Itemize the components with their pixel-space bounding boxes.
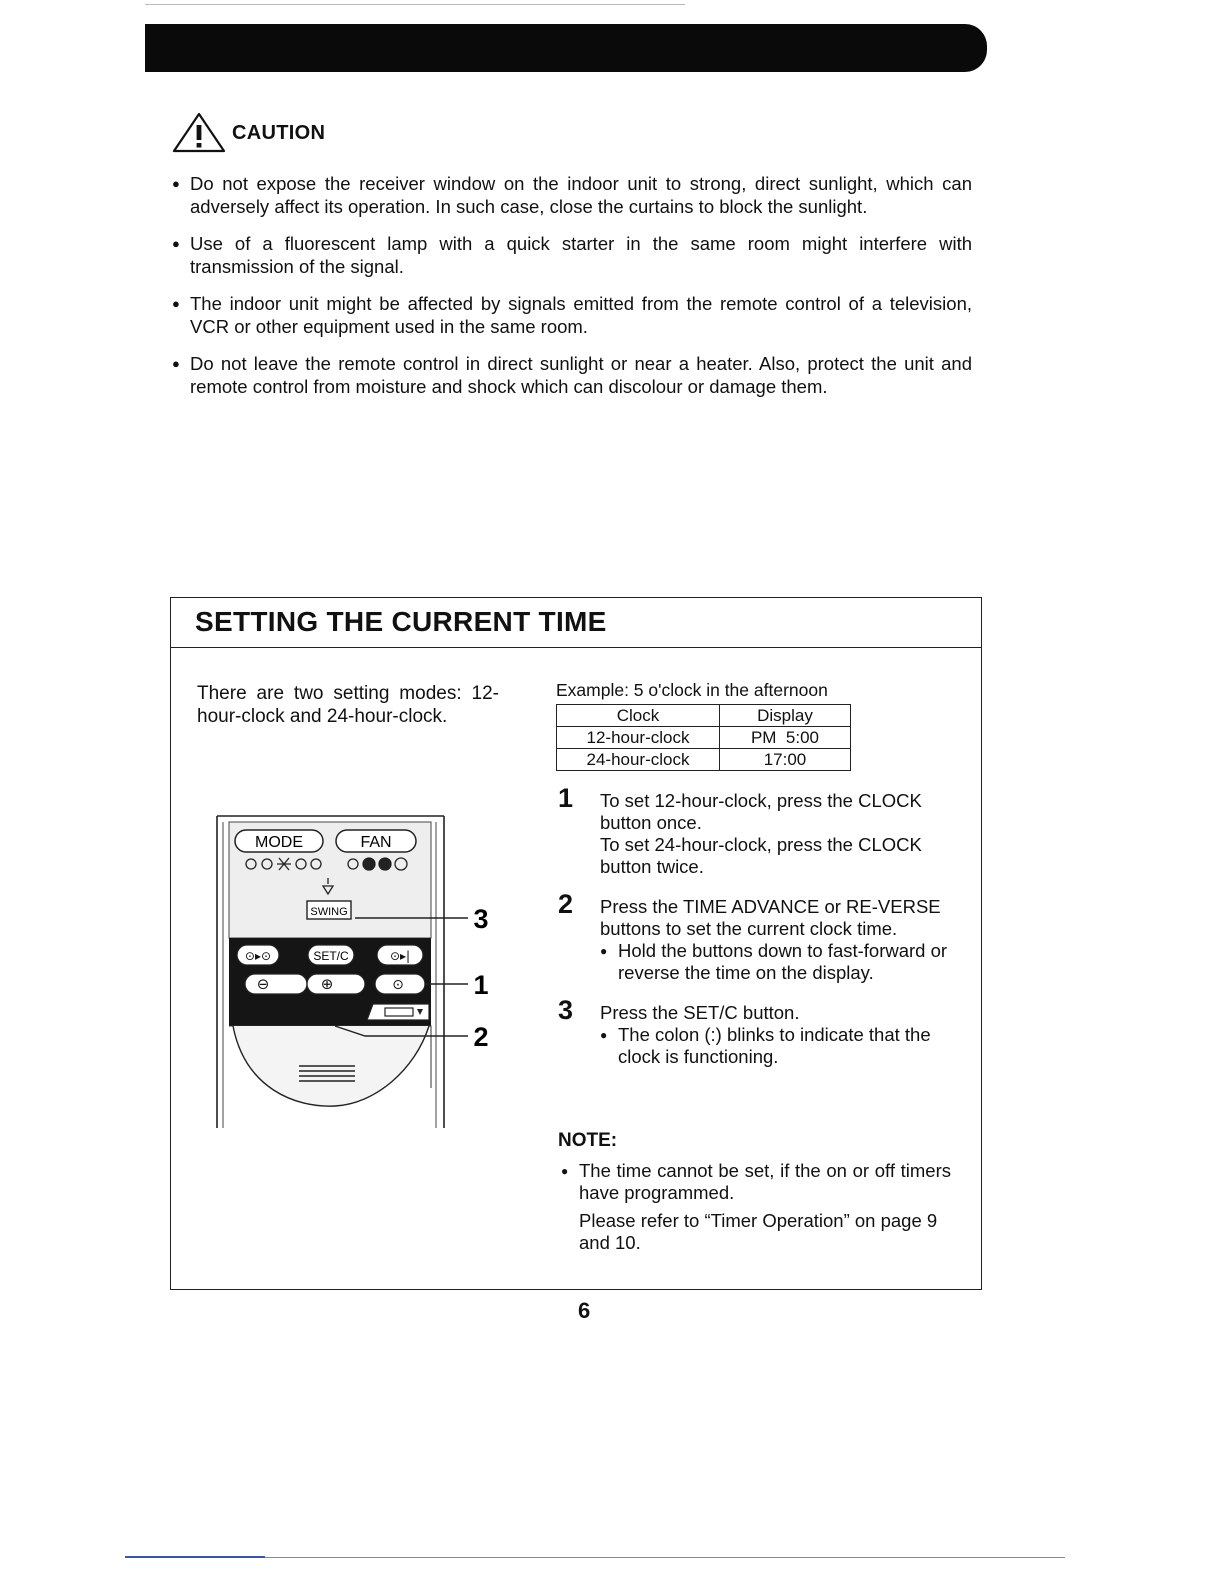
on-timer-button[interactable]: [237, 945, 279, 965]
table-cell: 24-hour-clock: [557, 749, 720, 771]
step-1: [556, 783, 951, 878]
caution-item: ● The indoor unit might be affected by signals emitted from the remote control of a television, VCR or other equipment used in the same room.: [172, 292, 972, 338]
fan-button-label: FAN: [360, 834, 392, 851]
time-reverse-button[interactable]: [245, 974, 307, 994]
set-c-button[interactable]: [308, 945, 354, 965]
off-timer-button[interactable]: [377, 945, 423, 965]
plus-icon: ⊕: [320, 975, 334, 993]
step-subpoint: ● The colon (:) blinks to indicate that the clock is functioning.: [600, 1024, 951, 1068]
callout-3: 3: [473, 904, 489, 934]
steps-list: [556, 783, 951, 1086]
caution-item: ● Do not leave the remote control in direct sunlight or near a heater. Also, protect the unit and remote control from moisture and shock which can discolour or damage them.: [172, 352, 972, 398]
minus-icon: ⊖: [256, 975, 270, 993]
note-text: Please refer to “Timer Operation” on page 9 and 10.: [579, 1210, 938, 1253]
step-text: Press the SET/C button.: [600, 1002, 800, 1023]
modes-text: There are two setting modes: 12-hour-clock and 24-hour-clock.: [197, 683, 499, 727]
table-header-cell: Clock: [557, 705, 720, 727]
header-bar: [145, 24, 987, 72]
caution-title: CAUTION: [232, 122, 326, 144]
note-body: [561, 1160, 951, 1254]
note-bullet: ● The time cannot be set, if the on or off timers have programmed.: [561, 1160, 951, 1204]
swing-button[interactable]: [307, 901, 351, 919]
time-advance-button[interactable]: [307, 974, 365, 994]
swing-button-label: SWING: [310, 906, 348, 918]
table-header-row: [557, 705, 851, 727]
step-text: To set 12-hour-clock, press the CLOCK button once.: [600, 790, 922, 833]
fan-button[interactable]: [336, 830, 416, 852]
table-cell: 12-hour-clock: [557, 727, 720, 749]
table-cell: PM 5:00: [720, 727, 851, 749]
top-rule: [145, 4, 685, 5]
mode-button[interactable]: [235, 830, 323, 852]
step-2: [556, 889, 951, 984]
caution-list: [172, 172, 972, 412]
table-cell: 17:00: [720, 749, 851, 771]
battery-icon: [367, 1004, 429, 1020]
remote-control-illustration: [215, 808, 515, 1128]
mode-button-label: MODE: [255, 834, 303, 851]
callout-2: 2: [473, 1022, 489, 1052]
warning-triangle-icon: [172, 112, 226, 154]
section-title-rule: [171, 647, 981, 648]
step-3: [556, 995, 951, 1068]
example-label: Example: 5 o'clock in the afternoon: [556, 680, 828, 700]
table-row: [557, 749, 851, 771]
svg-text:⊙▸|: ⊙▸|: [389, 949, 411, 963]
step-subpoint: ● Hold the buttons down to fast-forward or reverse the time on the display.: [600, 940, 951, 984]
step-number: 2: [558, 889, 574, 919]
svg-text:⊙▸⊙: ⊙▸⊙: [244, 949, 272, 963]
clock-button[interactable]: [375, 974, 425, 994]
note-title: NOTE:: [558, 1130, 618, 1151]
page-number: 6: [578, 1298, 591, 1323]
table-header-cell: Display: [720, 705, 851, 727]
clock-example-table: [556, 704, 851, 771]
step-text: Press the TIME ADVANCE or RE-VERSE buttons to set the current clock time.: [600, 896, 941, 939]
caution-item: ● Do not expose the receiver window on the indoor unit to strong, direct sunlight, which can adversely affect its operation. In such case, close the curtains to block the sunlight.: [172, 172, 972, 218]
table-row: [557, 727, 851, 749]
set-c-button-label: SET/C: [313, 949, 349, 963]
caution-item: ● Use of a fluorescent lamp with a quick starter in the same room might interfere with transmission of the signal.: [172, 232, 972, 278]
section-title: SETTING THE CURRENT TIME: [195, 606, 607, 637]
step-number: 3: [558, 995, 574, 1025]
callout-1: 1: [473, 970, 489, 1000]
bottom-rule: [125, 1557, 1065, 1558]
setting-time-section: [170, 597, 982, 1290]
step-number: 1: [558, 783, 574, 813]
bottom-rule-accent: [125, 1556, 265, 1558]
step-text: To set 24-hour-clock, press the CLOCK button twice.: [600, 834, 922, 877]
clock-icon: ⊙: [392, 977, 404, 993]
